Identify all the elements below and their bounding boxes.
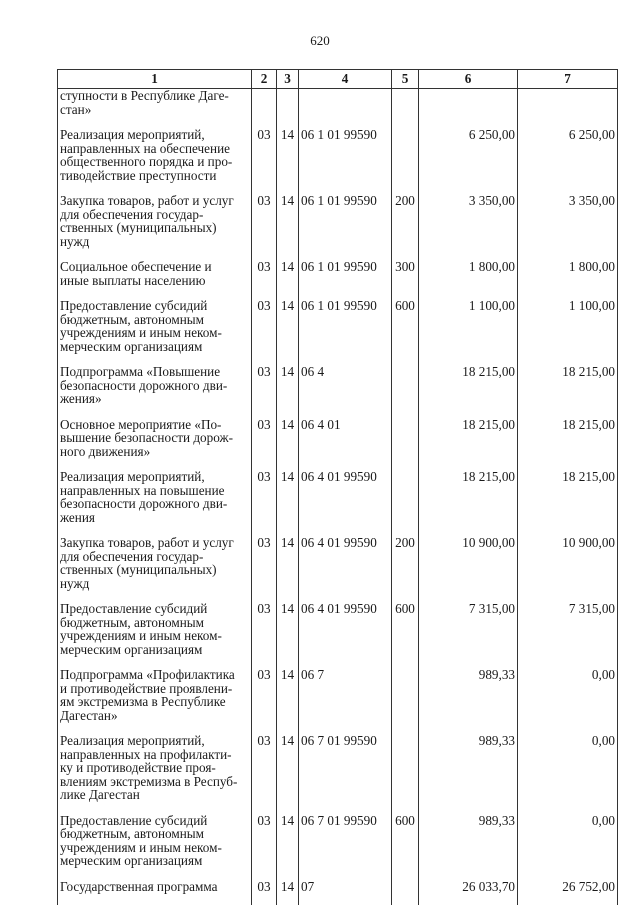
target-article-cell: 06 4 01 99590 — [299, 536, 392, 602]
subsection-code-cell: 14 — [277, 536, 299, 602]
row-name-cell — [58, 668, 252, 734]
amount-col7-cell: 7 315,00 — [518, 602, 618, 668]
amount-col7-cell: 10 900,00 — [518, 536, 618, 602]
row-name-cell — [58, 194, 252, 260]
subsection-code-cell: 14 — [277, 260, 299, 299]
table-row — [58, 365, 618, 418]
row-name-line: мерческим организациям — [60, 338, 203, 354]
amount-col6-cell: 10 900,00 — [419, 536, 518, 602]
amount-col6-cell: 1 800,00 — [419, 260, 518, 299]
amount-col6-cell: 7 315,00 — [419, 602, 518, 668]
subsection-code-cell: 14 — [277, 418, 299, 471]
target-article-cell — [299, 89, 392, 129]
amount-col6-cell: 18 215,00 — [419, 470, 518, 536]
row-name-line: Предоставление субсидий — [60, 299, 208, 313]
row-name-line: ного движения» — [60, 443, 151, 459]
row-name-line: учреждениям и иным неком- — [60, 628, 222, 643]
row-name-line: ступности в Республике Даге- — [60, 88, 229, 103]
subsection-code-cell: 14 — [277, 734, 299, 814]
table-row — [58, 89, 618, 129]
expense-type-cell: 600 — [392, 602, 419, 668]
row-name-cell — [58, 536, 252, 602]
subsection-code-cell: 14 — [277, 470, 299, 536]
row-name-line: безопасности дорожного дви- — [60, 496, 228, 511]
row-name-line: вышение безопасности дорож- — [60, 430, 234, 445]
subsection-code-cell — [277, 89, 299, 129]
amount-col7-cell: 3 350,00 — [518, 194, 618, 260]
row-name-line: Подпрограмма «Повышение — [60, 365, 221, 379]
row-name-line: направленных на повышение — [60, 482, 225, 498]
subsection-code-cell: 14 — [277, 668, 299, 734]
section-code-cell: 03 — [252, 470, 277, 536]
target-article-cell: 06 1 01 99590 — [299, 299, 392, 365]
subsection-code-cell: 14 — [277, 194, 299, 260]
subsection-code-cell: 14 — [277, 602, 299, 668]
row-name-line: ям экстремизма в Республике — [60, 694, 226, 709]
section-code-cell: 03 — [252, 734, 277, 814]
row-name-cell — [58, 470, 252, 536]
target-article-cell: 06 7 01 99590 — [299, 814, 392, 880]
amount-col6-cell: 26 033,70 — [419, 880, 518, 905]
target-article-cell: 06 4 01 99590 — [299, 470, 392, 536]
amount-col7-cell: 0,00 — [518, 668, 618, 734]
target-article-cell: 06 4 01 — [299, 418, 392, 471]
expense-type-cell — [392, 418, 419, 471]
expense-type-cell: 200 — [392, 194, 419, 260]
amount-col7-cell — [518, 89, 618, 129]
header-col-5: 5 — [392, 70, 419, 89]
row-name-line: бюджетным, автономным — [60, 826, 204, 841]
table-header — [58, 70, 618, 89]
table-row — [58, 734, 618, 814]
row-name-line: Предоставление субсидий — [60, 813, 208, 828]
row-name-line: бюджетным, автономным — [60, 614, 204, 630]
budget-table — [57, 69, 618, 905]
section-code-cell: 03 — [252, 260, 277, 299]
row-name-line: Реализация мероприятий, — [60, 470, 205, 484]
row-name-line: нужд — [60, 233, 90, 249]
row-name-line: Реализация мероприятий, — [60, 128, 205, 142]
row-name-line: ственных (муниципальных) — [60, 220, 217, 235]
target-article-cell: 06 1 01 99590 — [299, 260, 392, 299]
row-name-line: мерческим организациям — [60, 853, 203, 868]
row-name-line: Закупка товаров, работ и услуг — [60, 194, 234, 208]
table-row — [58, 814, 618, 880]
section-code-cell: 03 — [252, 418, 277, 471]
row-name-line: Реализация мероприятий, — [60, 734, 205, 748]
row-name-line: Социальное обеспечение и — [60, 260, 212, 274]
expense-type-cell — [392, 734, 419, 814]
row-name-cell — [58, 299, 252, 365]
row-name-cell — [58, 880, 252, 905]
row-name-line: нужд — [60, 575, 90, 591]
row-name-line: влениям экстремизма в Респуб- — [60, 773, 238, 789]
expense-type-cell — [392, 128, 419, 194]
table-row — [58, 470, 618, 536]
section-code-cell: 03 — [252, 194, 277, 260]
amount-col7-cell: 18 215,00 — [518, 470, 618, 536]
amount-col6-cell: 1 100,00 — [419, 299, 518, 365]
row-name-line: Закупка товаров, работ и услуг — [60, 536, 234, 550]
row-name-line: тиводействие преступности — [60, 167, 217, 183]
amount-col7-cell: 6 250,00 — [518, 128, 618, 194]
header-col-7: 7 — [518, 70, 618, 89]
page-number: 620 — [310, 33, 330, 48]
amount-col7-cell: 18 215,00 — [518, 365, 618, 418]
target-article-cell: 06 1 01 99590 — [299, 194, 392, 260]
row-name-line: ку и противодействие проя- — [60, 760, 216, 775]
expense-type-cell: 600 — [392, 814, 419, 880]
row-name-line: для обеспечения государ- — [60, 206, 204, 222]
table-row — [58, 299, 618, 365]
target-article-cell: 06 1 01 99590 — [299, 128, 392, 194]
section-code-cell: 03 — [252, 668, 277, 734]
row-name-line: Предоставление субсидий — [60, 602, 208, 616]
row-name-line: лике Дагестан — [60, 787, 140, 802]
row-name-line: ственных (муниципальных) — [60, 562, 217, 577]
section-code-cell: 03 — [252, 299, 277, 365]
target-article-cell: 06 7 — [299, 668, 392, 734]
row-name-cell — [58, 602, 252, 668]
row-name-cell — [58, 128, 252, 194]
target-article-cell: 06 4 — [299, 365, 392, 418]
row-name-line: учреждениям и иным неком- — [60, 839, 222, 855]
subsection-code-cell: 14 — [277, 880, 299, 905]
header-col-4: 4 — [299, 70, 392, 89]
row-name-line: жения — [60, 509, 95, 525]
amount-col6-cell — [419, 89, 518, 129]
section-code-cell — [252, 89, 277, 129]
row-name-line: для обеспечения государ- — [60, 548, 204, 564]
table-row — [58, 536, 618, 602]
row-name-line: направленных на профилакти- — [60, 746, 232, 762]
subsection-code-cell: 14 — [277, 365, 299, 418]
row-name-line: Подпрограмма «Профилактика — [60, 668, 235, 682]
target-article-cell: 07 — [299, 880, 392, 905]
expense-type-cell: 200 — [392, 536, 419, 602]
amount-col6-cell: 18 215,00 — [419, 365, 518, 418]
row-name-line: жения» — [60, 391, 102, 406]
row-name-line: направленных на обеспечение — [60, 140, 231, 156]
row-name-cell — [58, 814, 252, 880]
subsection-code-cell: 14 — [277, 814, 299, 880]
row-name-cell — [58, 734, 252, 814]
row-name-line: Государственная программа — [60, 879, 218, 894]
table-body — [58, 89, 618, 905]
amount-col7-cell: 0,00 — [518, 734, 618, 814]
section-code-cell: 03 — [252, 128, 277, 194]
target-article-cell: 06 7 01 99590 — [299, 734, 392, 814]
table-row — [58, 880, 618, 905]
amount-col7-cell: 0,00 — [518, 814, 618, 880]
row-name-line: безопасности дорожного дви- — [60, 377, 228, 393]
section-code-cell: 03 — [252, 602, 277, 668]
expense-type-cell — [392, 668, 419, 734]
amount-col7-cell: 1 800,00 — [518, 260, 618, 299]
expense-type-cell — [392, 470, 419, 536]
header-col-1: 1 — [58, 70, 252, 89]
expense-type-cell: 600 — [392, 299, 419, 365]
table-row — [58, 418, 618, 471]
table-row — [58, 260, 618, 299]
row-name-line: иные выплаты населению — [60, 272, 206, 288]
amount-col6-cell: 989,33 — [419, 734, 518, 814]
expense-type-cell — [392, 880, 419, 905]
row-name-cell — [58, 418, 252, 471]
table-row — [58, 194, 618, 260]
row-name-line: бюджетным, автономным — [60, 311, 204, 327]
header-row — [58, 70, 618, 89]
row-name-line: Основное мероприятие «По- — [60, 417, 222, 432]
amount-col6-cell: 6 250,00 — [419, 128, 518, 194]
amount-col7-cell: 18 215,00 — [518, 418, 618, 471]
amount-col7-cell: 1 100,00 — [518, 299, 618, 365]
expense-type-cell — [392, 365, 419, 418]
row-name-line: мерческим организациям — [60, 641, 203, 657]
header-col-6: 6 — [419, 70, 518, 89]
section-code-cell: 03 — [252, 365, 277, 418]
header-col-2: 2 — [252, 70, 277, 89]
amount-col6-cell: 989,33 — [419, 814, 518, 880]
amount-col6-cell: 3 350,00 — [419, 194, 518, 260]
row-name-line: Дагестан» — [60, 707, 118, 723]
header-col-3: 3 — [277, 70, 299, 89]
table-row — [58, 668, 618, 734]
target-article-cell: 06 4 01 99590 — [299, 602, 392, 668]
subsection-code-cell: 14 — [277, 299, 299, 365]
row-name-cell — [58, 89, 252, 129]
amount-col6-cell: 989,33 — [419, 668, 518, 734]
amount-col7-cell: 26 752,00 — [518, 880, 618, 905]
section-code-cell: 03 — [252, 880, 277, 905]
row-name-line: стан» — [60, 101, 92, 117]
section-code-cell: 03 — [252, 814, 277, 880]
expense-type-cell: 300 — [392, 260, 419, 299]
row-name-cell — [58, 260, 252, 299]
row-name-line: учреждениям и иным неком- — [60, 325, 222, 340]
row-name-line: и противодействие проявлени- — [60, 680, 233, 696]
table-row — [58, 128, 618, 194]
expense-type-cell — [392, 89, 419, 129]
row-name-cell — [58, 365, 252, 418]
table-row — [58, 602, 618, 668]
section-code-cell: 03 — [252, 536, 277, 602]
amount-col6-cell: 18 215,00 — [419, 418, 518, 471]
subsection-code-cell: 14 — [277, 128, 299, 194]
row-name-line: общественного порядка и про- — [60, 154, 233, 169]
